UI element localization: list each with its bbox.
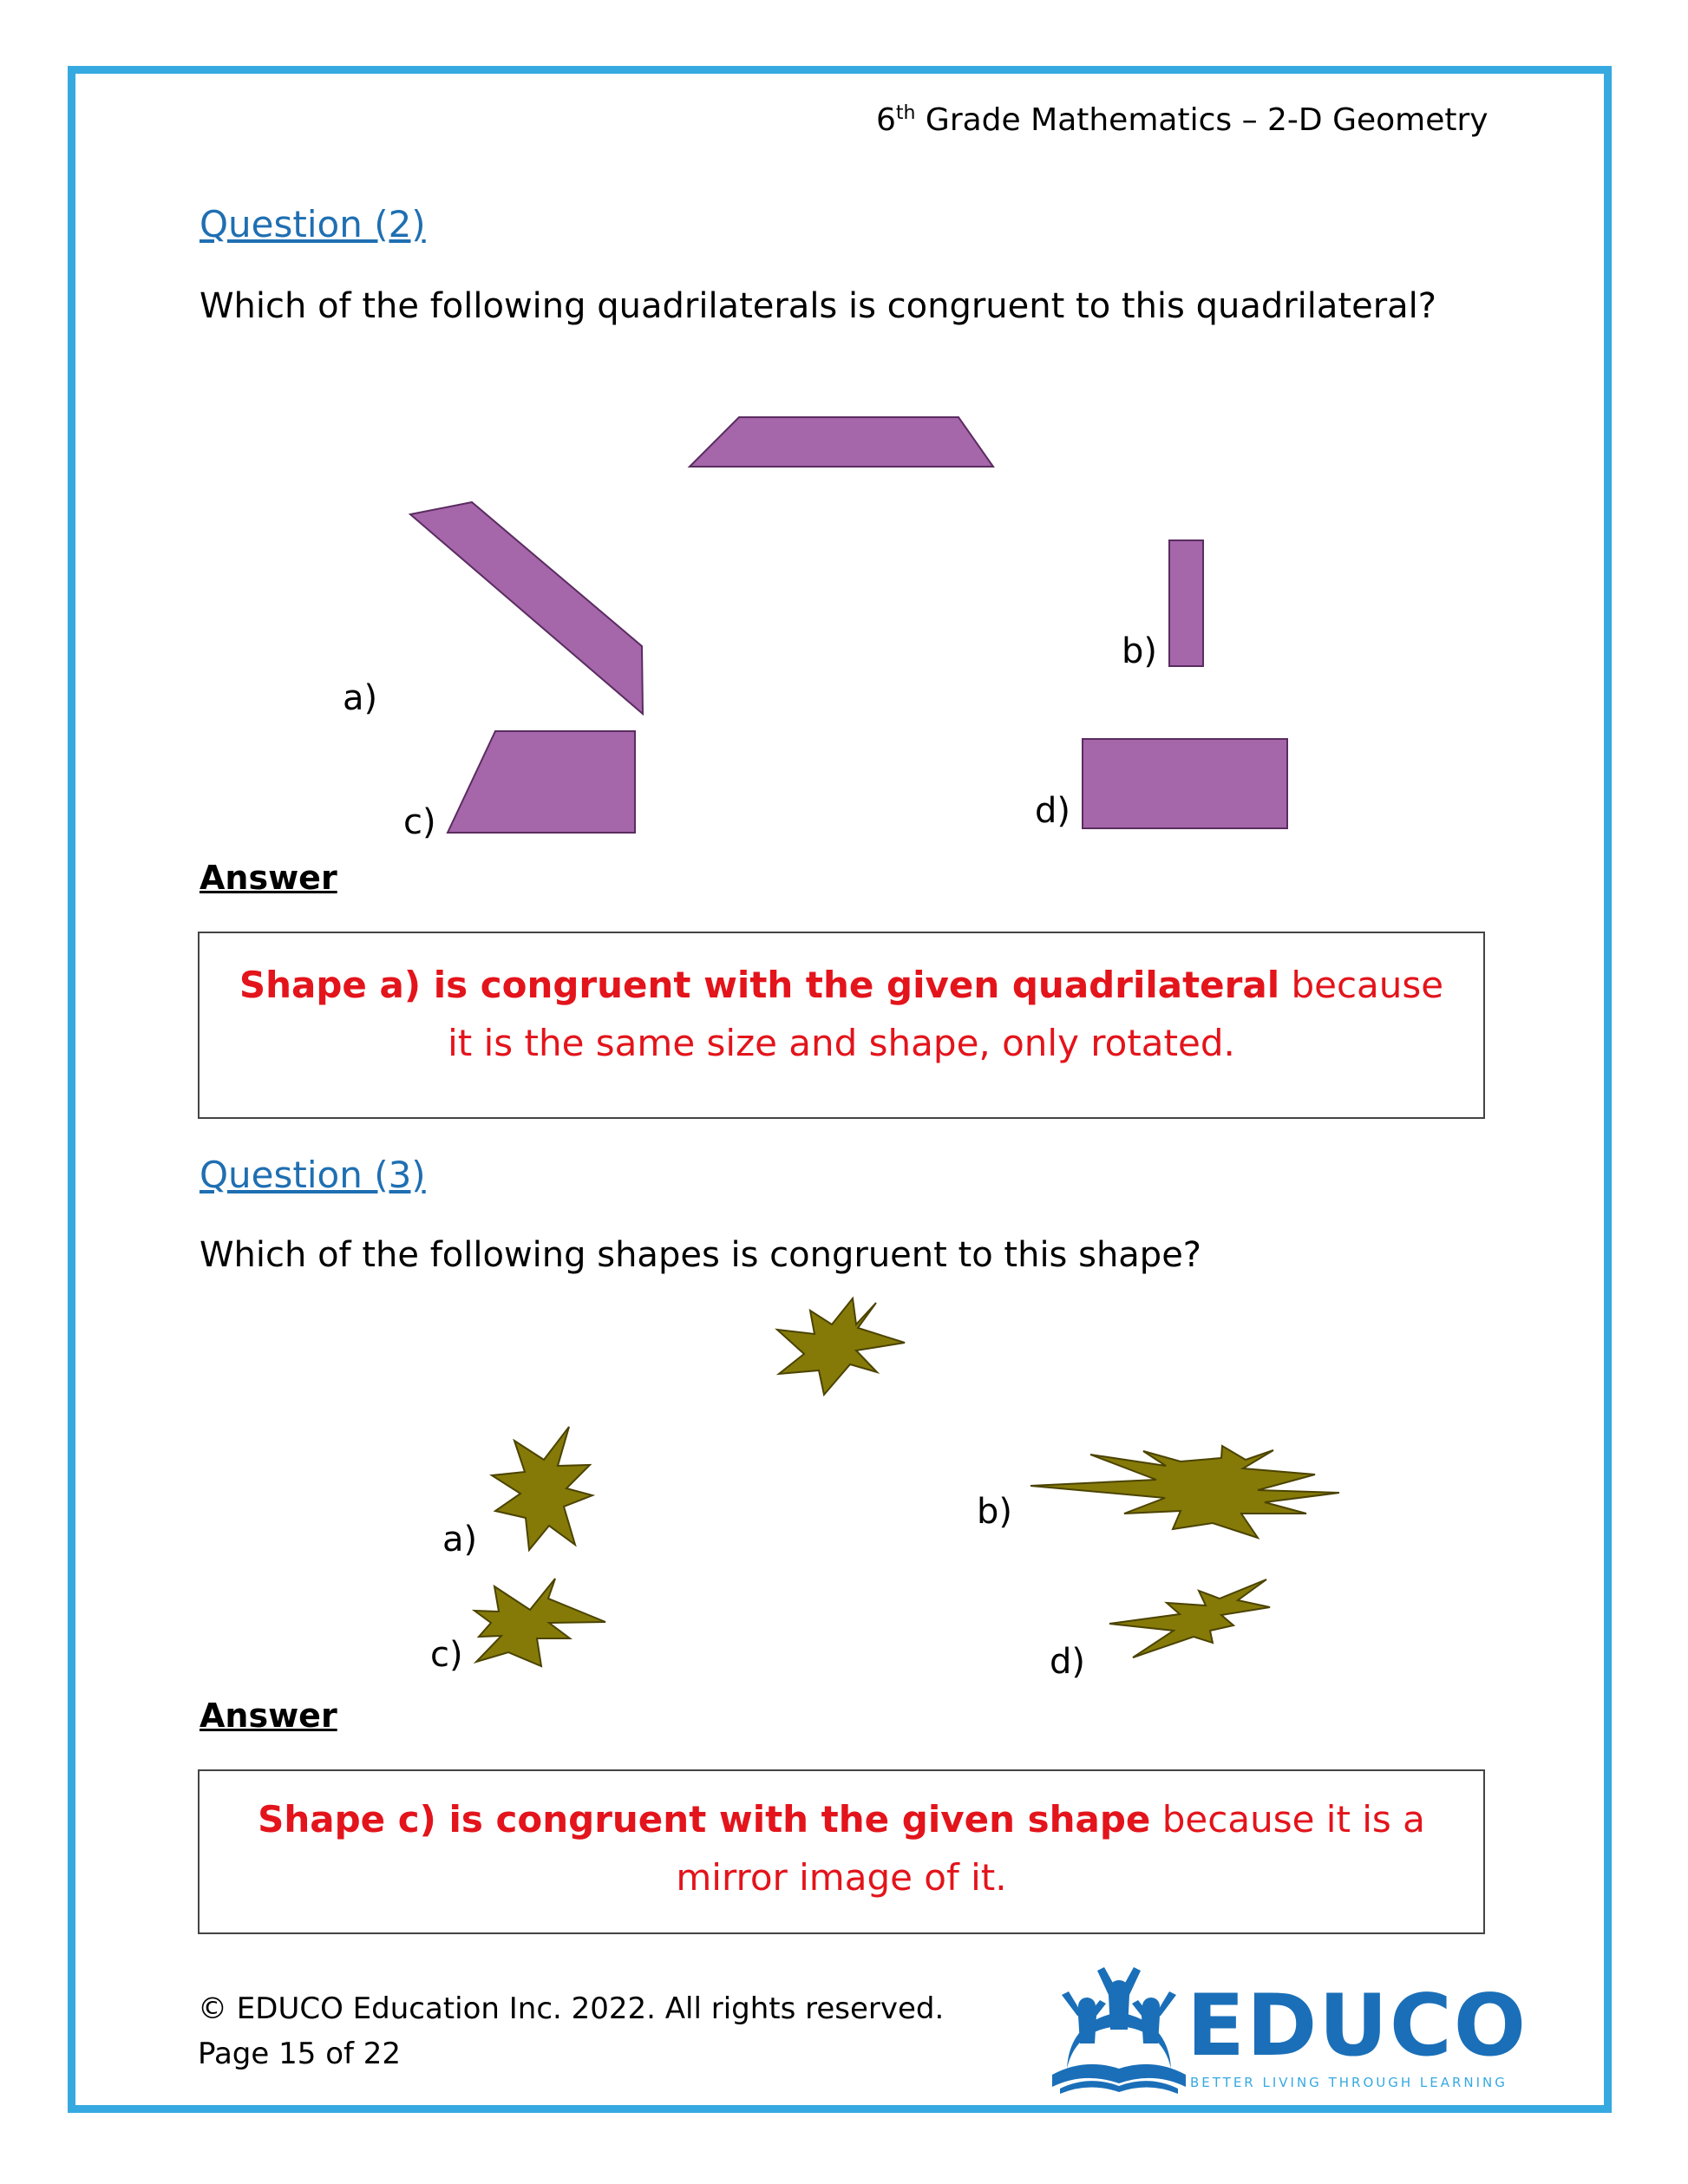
question-3-title: Question (3) [200,1154,426,1196]
star-a [492,1427,592,1550]
educo-logo-text: EDUCO [1187,1977,1528,2076]
option-b-label: b) [1122,631,1157,671]
given-star [777,1298,905,1395]
copyright-text: © EDUCO Education Inc. 2022. All rights reserved. [198,1991,945,2026]
answer-2-rest: because it is the same size and shape, only rotated. [448,964,1444,1064]
answer-2-title: Answer [200,859,337,897]
quadrilateral-a [410,502,643,714]
star-d [1109,1579,1270,1658]
answer-2-bold: Shape a) is congruent with the given quadrilateral [239,964,1280,1006]
question-2-text: Which of the following quadrilaterals is congruent to this quadrilateral? [200,286,1437,326]
star-c [474,1579,605,1666]
answer-3-title: Answer [200,1697,337,1735]
educo-logo-icon [1052,1967,1186,2094]
option-a-label: a) [442,1520,478,1560]
page-header: 6th Grade Mathematics – 2-D Geometry [876,102,1488,138]
star-b [1030,1446,1339,1538]
answer-3-rest: because it is a mirror image of it. [676,1798,1425,1899]
footer [198,1986,944,2076]
given-quadrilateral [690,417,993,467]
option-d-label: d) [1050,1642,1085,1682]
question-2-title: Question (2) [200,203,426,245]
option-a-label: a) [343,678,378,718]
answer-3-bold: Shape c) is congruent with the given shape [258,1798,1151,1841]
answer-3-box [198,1769,1485,1934]
quadrilateral-d [1083,739,1287,828]
option-c-label: c) [403,802,436,842]
option-b-label: b) [977,1492,1012,1532]
option-d-label: d) [1035,791,1070,831]
page-number: Page 15 of 22 [198,2037,402,2071]
option-c-label: c) [430,1635,463,1675]
quadrilateral-c [448,731,635,833]
educo-tagline: BETTER LIVING THROUGH LEARNING [1190,2075,1508,2090]
answer-2-box [198,932,1485,1119]
question-3-text: Which of the following shapes is congruent to this shape? [200,1235,1202,1275]
quadrilateral-b [1169,540,1203,666]
